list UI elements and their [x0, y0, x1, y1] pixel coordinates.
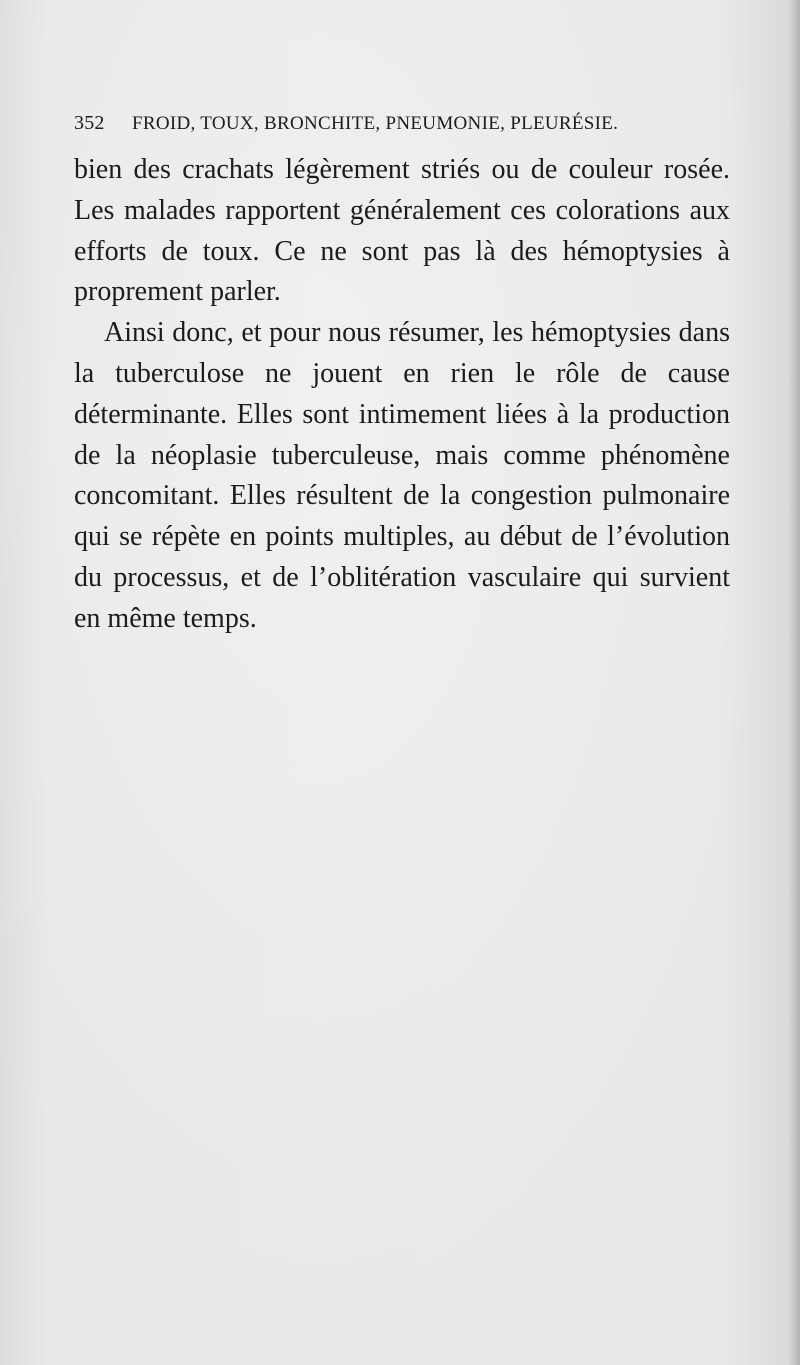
running-head [74, 112, 734, 135]
page-number: 352 [74, 112, 105, 134]
running-title: FROID, TOUX, BRONCHITE, PNEUMONIE, PLEURÉSIE. [132, 113, 619, 134]
paragraph-continuation: bien des crachats légèrement striés ou de couleur rosée. Les malades rapportent généralement ces colorations aux efforts de toux. Ce ne sont pas là des hémoptysies à proprement parler. [74, 154, 730, 308]
show-through-texture [74, 625, 730, 666]
paragraph-summary: Ainsi donc, et pour nous résumer, les hémoptysies dans la tuberculose ne jouent en rien le rôle de cause déterminante. Elles sont intimement liées à la production de la néoplasie tuberculeuse, mais comme phénomène concomitant. Elles résultent de la congestion pulmonaire qui se répète en points multiples, au début de l’évolution du processus, et de l’oblitération vasculaire qui survient en même temps. [74, 317, 730, 634]
body-text [74, 150, 730, 640]
